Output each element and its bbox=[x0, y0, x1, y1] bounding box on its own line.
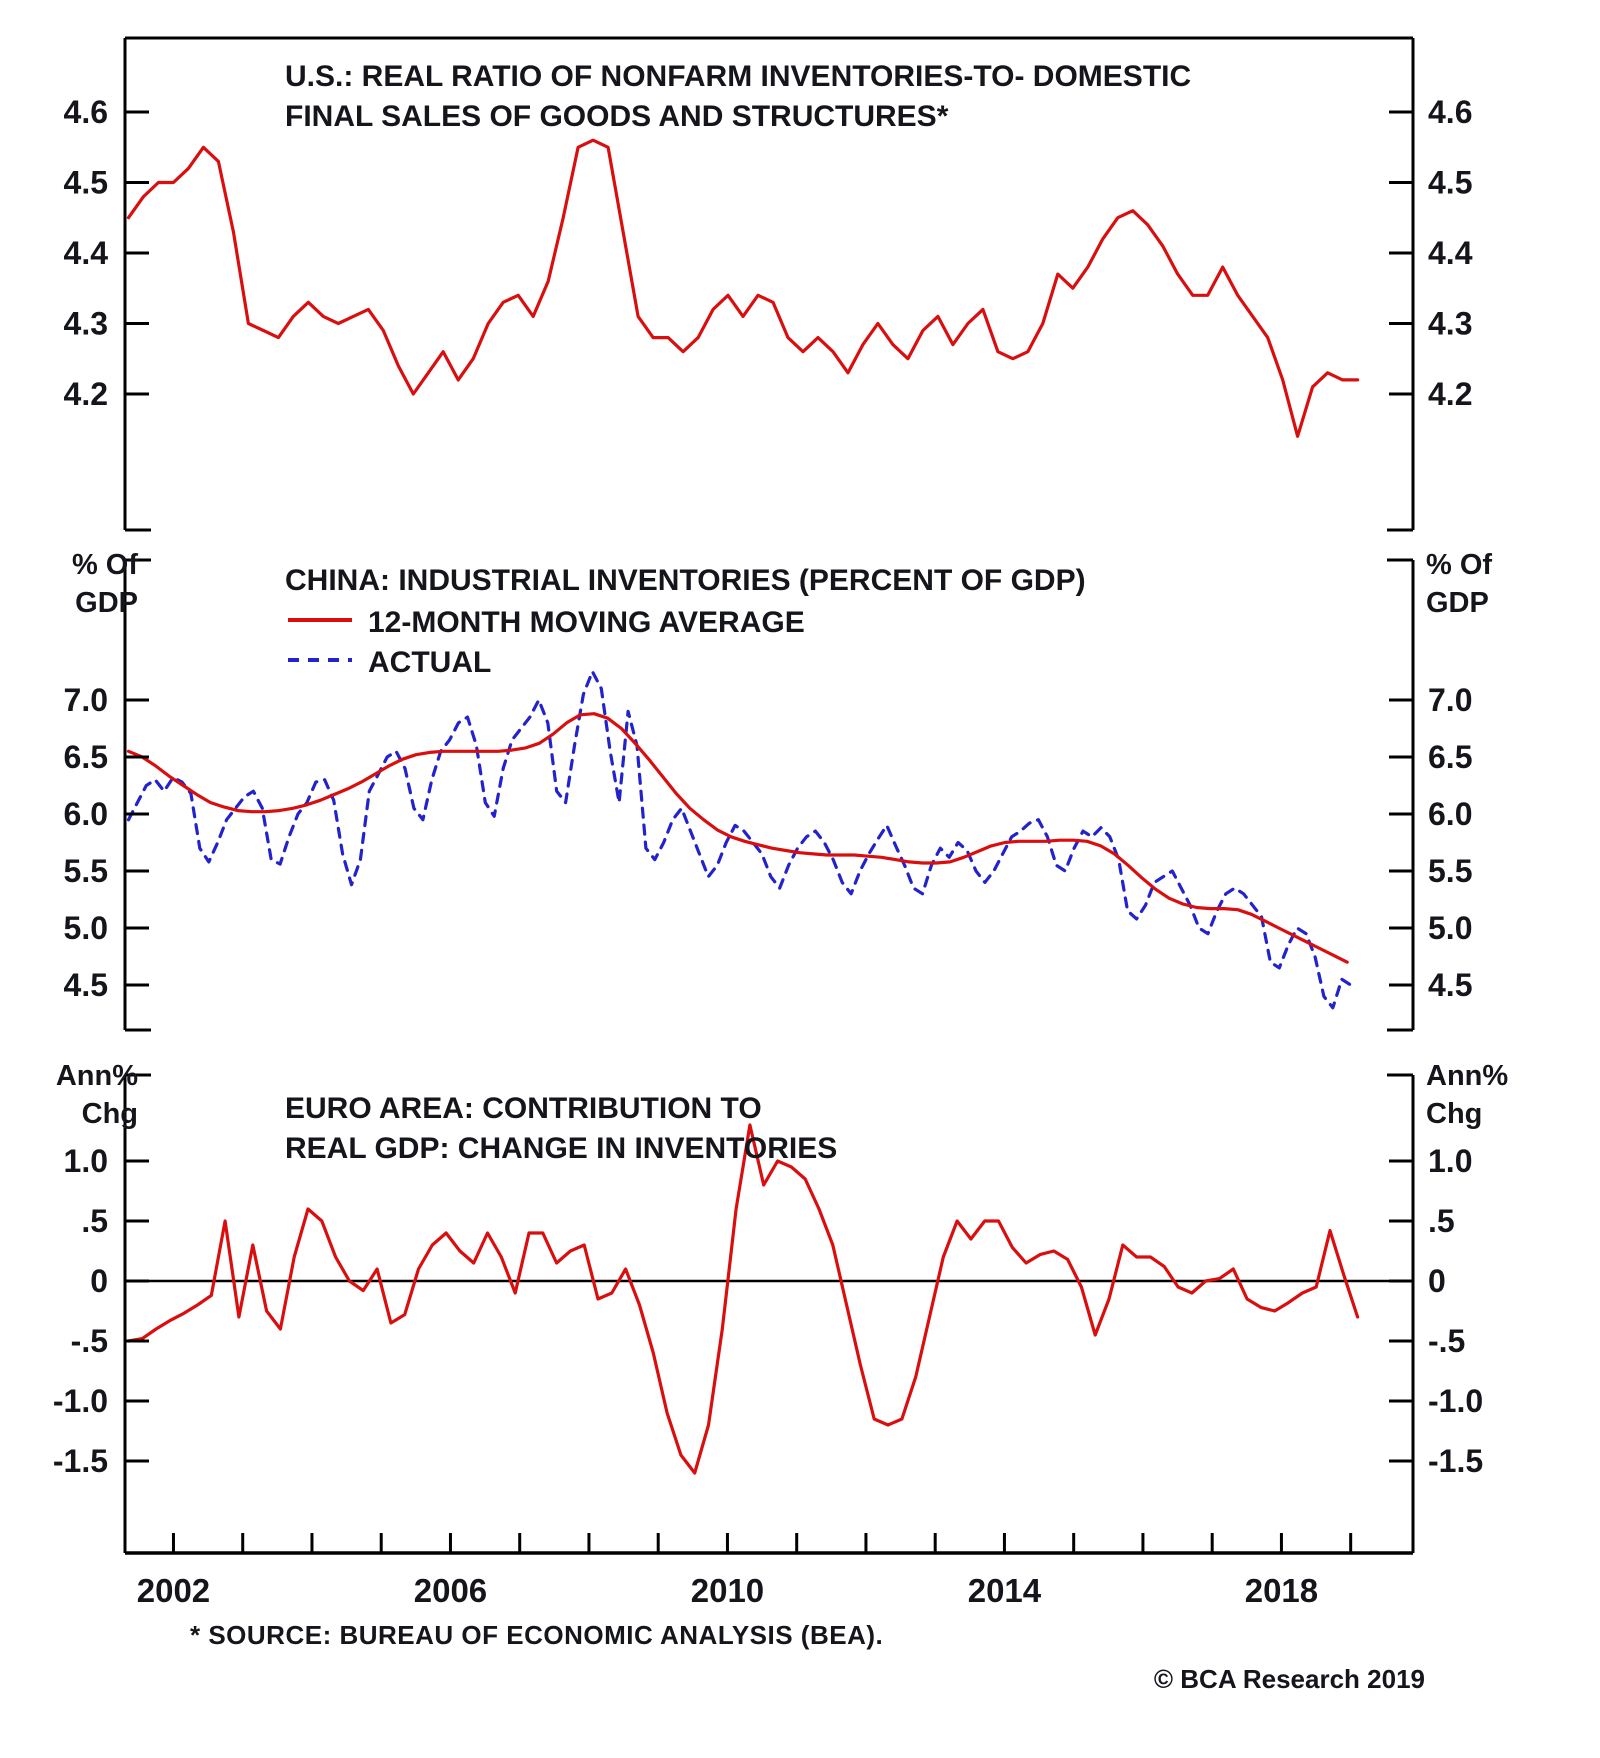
x-tick-label: 2002 bbox=[136, 1572, 211, 1609]
x-tick-label: 2006 bbox=[413, 1572, 488, 1609]
unit-label-left: Ann% bbox=[55, 1060, 138, 1092]
y-tick-label-right: 4.5 bbox=[1428, 164, 1473, 201]
panel-title: U.S.: REAL RATIO OF NONFARM INVENTORIES-TO- DOMESTIC bbox=[285, 60, 1192, 93]
unit-label-right: % Of bbox=[1426, 549, 1493, 581]
x-tick-label: 2014 bbox=[967, 1572, 1042, 1609]
panel-title: CHINA: INDUSTRIAL INVENTORIES (PERCENT OF GDP) bbox=[285, 564, 1086, 597]
legend-label: ACTUAL bbox=[368, 646, 492, 679]
y-tick-label-left: 4.5 bbox=[63, 164, 108, 201]
series-euro-area-inventories-gdp-contribution bbox=[129, 1125, 1358, 1473]
y-tick-label-right: .5 bbox=[1428, 1203, 1455, 1240]
y-tick-label-left: 7.0 bbox=[63, 681, 108, 718]
y-tick-label-right: 0 bbox=[1428, 1263, 1446, 1300]
y-tick-label-left: 4.5 bbox=[63, 966, 108, 1003]
y-tick-label-right: 5.0 bbox=[1428, 909, 1473, 946]
copyright: © BCA Research 2019 bbox=[1153, 1664, 1425, 1694]
series-us-inventories-to-sales-ratio bbox=[129, 140, 1358, 436]
y-tick-label-right: 4.5 bbox=[1428, 966, 1473, 1003]
y-tick-label-left: 1.0 bbox=[63, 1143, 108, 1180]
y-tick-label-left: 6.0 bbox=[63, 795, 108, 832]
y-tick-label-left: 6.5 bbox=[63, 738, 108, 775]
x-tick-label: 2018 bbox=[1244, 1572, 1319, 1609]
unit-label-right: GDP bbox=[1426, 587, 1489, 619]
y-tick-label-right: 4.6 bbox=[1428, 94, 1473, 131]
y-tick-label-right: 4.2 bbox=[1428, 375, 1473, 412]
y-tick-label-right: 7.0 bbox=[1428, 681, 1473, 718]
y-tick-label-left: -.5 bbox=[70, 1322, 108, 1359]
y-tick-label-left: 5.5 bbox=[63, 852, 108, 889]
y-tick-label-left: 4.2 bbox=[63, 375, 108, 412]
y-tick-label-left: 4.6 bbox=[63, 94, 108, 131]
unit-label-left: % Of bbox=[71, 549, 138, 581]
unit-label-left: GDP bbox=[75, 587, 138, 619]
y-tick-label-right: 5.5 bbox=[1428, 852, 1473, 889]
unit-label-right: Ann% bbox=[1426, 1060, 1509, 1092]
y-tick-label-right: 6.0 bbox=[1428, 795, 1473, 832]
y-tick-label-left: -1.0 bbox=[52, 1382, 108, 1419]
y-tick-label-right: 4.3 bbox=[1428, 305, 1473, 342]
panel-title: FINAL SALES OF GOODS AND STRUCTURES* bbox=[285, 100, 949, 133]
y-tick-label-left: 4.3 bbox=[63, 305, 108, 342]
y-tick-label-left: 5.0 bbox=[63, 909, 108, 946]
series-china-inventories-12m-moving-average bbox=[129, 714, 1348, 963]
y-tick-label-right: 4.4 bbox=[1428, 234, 1473, 271]
source-note: * SOURCE: BUREAU OF ECONOMIC ANALYSIS (BEA). bbox=[190, 1620, 884, 1650]
y-tick-label-right: -1.0 bbox=[1428, 1382, 1484, 1419]
y-tick-label-left: .5 bbox=[81, 1203, 108, 1240]
y-tick-label-left: 4.4 bbox=[63, 234, 108, 271]
unit-label-left: Chg bbox=[81, 1098, 138, 1130]
y-tick-label-right: 1.0 bbox=[1428, 1143, 1473, 1180]
y-tick-label-right: 6.5 bbox=[1428, 738, 1473, 775]
unit-label-right: Chg bbox=[1426, 1098, 1483, 1130]
y-tick-label-right: -1.5 bbox=[1428, 1442, 1484, 1479]
panel-title: REAL GDP: CHANGE IN INVENTORIES bbox=[285, 1132, 838, 1165]
x-tick-label: 2010 bbox=[690, 1572, 765, 1609]
legend-label: 12-MONTH MOVING AVERAGE bbox=[368, 606, 805, 639]
panel-title: EURO AREA: CONTRIBUTION TO bbox=[285, 1092, 762, 1125]
y-tick-label-right: -.5 bbox=[1428, 1322, 1466, 1359]
y-tick-label-left: -1.5 bbox=[52, 1442, 108, 1479]
y-tick-label-left: 0 bbox=[90, 1263, 108, 1300]
